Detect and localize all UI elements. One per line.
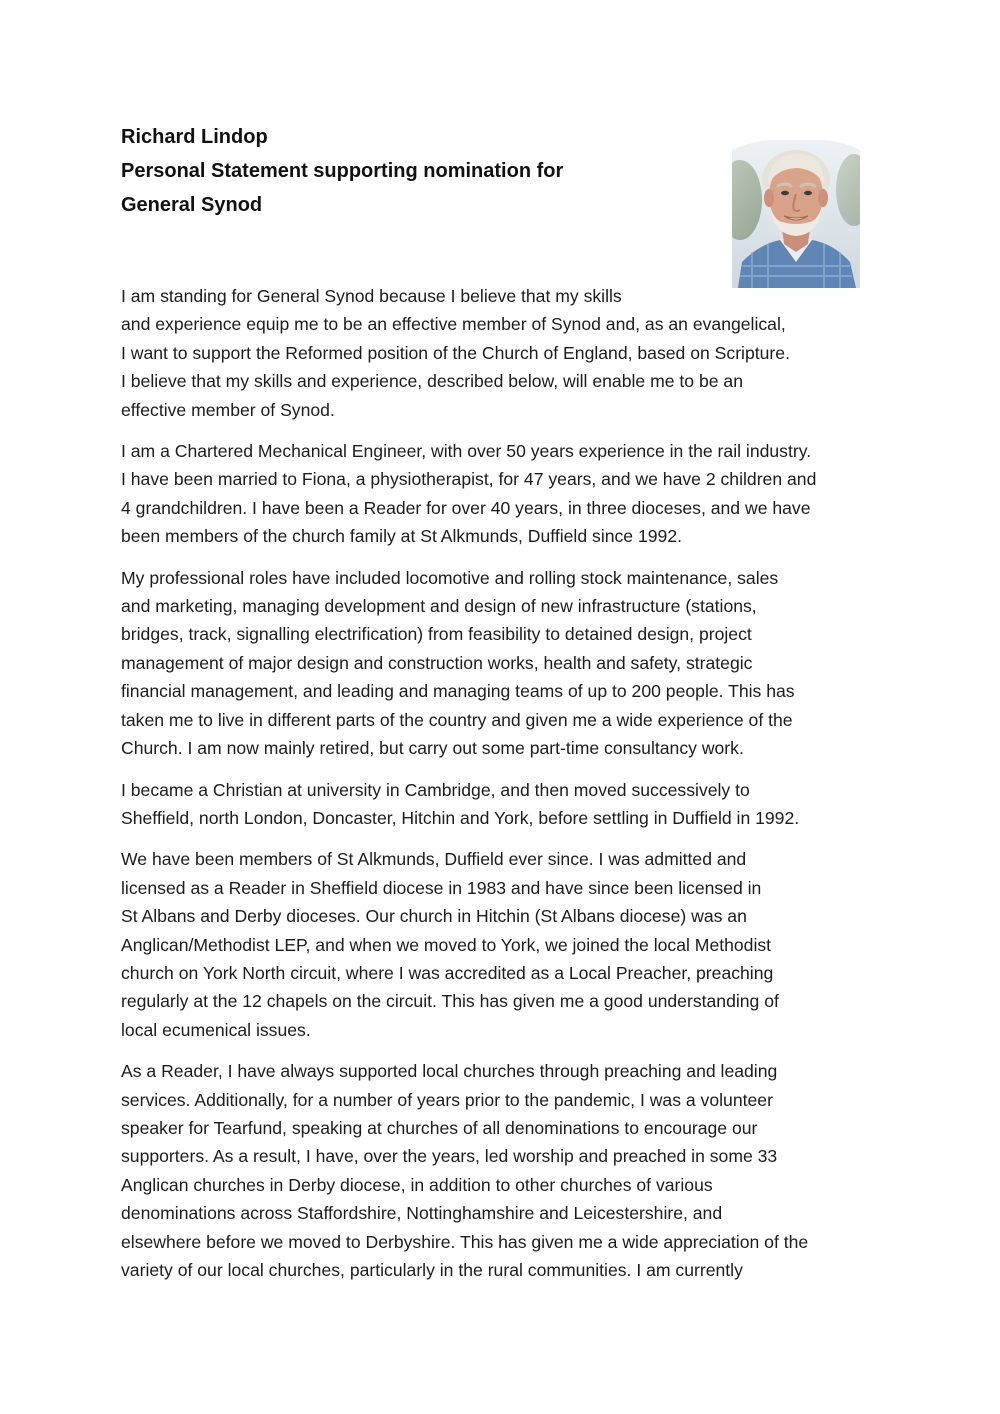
text-line: Anglican churches in Derby diocese, in addition to other churches of various <box>121 1174 713 1195</box>
text-line: St Albans and Derby dioceses. Our church in Hitchin (St Albans diocese) was an <box>121 906 747 927</box>
statement-paragraph <box>121 1057 891 1284</box>
text-line: My professional roles have included locomotive and rolling stock maintenance, sales <box>121 567 779 588</box>
text-line: 4 grandchildren. I have been a Reader for over 40 years, in three dioceses, and we have <box>121 497 811 518</box>
statement-paragraph <box>121 776 891 833</box>
text-line: As a Reader, I have always supported local churches through preaching and leading <box>121 1061 778 1082</box>
text-line: Church. I am now mainly retired, but carry out some part-time consultancy work. <box>121 738 744 759</box>
text-line: I became a Christian at university in Cambridge, and then moved successively to <box>121 779 750 800</box>
author-name: Richard Lindop <box>121 126 268 148</box>
statement-paragraph <box>121 437 891 551</box>
portrait-photo-icon <box>732 140 860 288</box>
text-line: speaker for Tearfund, speaking at churches of all denominations to encourage our <box>121 1117 758 1138</box>
statement-paragraph <box>121 845 891 1044</box>
text-line: services. Additionally, for a number of years prior to the pandemic, I was a volunteer <box>121 1089 773 1110</box>
text-line: church on York North circuit, where I was accredited as a Local Preacher, preaching <box>121 962 774 983</box>
document-title-continued: General Synod <box>121 194 263 216</box>
text-line: regularly at the 12 chapels on the circuit. This has given me a good understanding of <box>121 991 779 1012</box>
text-line: denominations across Staffordshire, Nottinghamshire and Leicestershire, and <box>121 1203 723 1224</box>
statement-body <box>121 282 891 1297</box>
text-line: bridges, track, signalling electrification) from feasibility to detained design, project <box>121 624 752 645</box>
text-line: variety of our local churches, particularly in the rural communities. I am currently <box>121 1260 743 1280</box>
text-line: effective member of Synod. <box>121 399 335 420</box>
document-title: Personal Statement supporting nomination for <box>121 160 564 182</box>
text-line: I believe that my skills and experience, described below, will enable me to be an <box>121 371 743 392</box>
text-line: taken me to live in different parts of the country and given me a wide experience of the <box>121 709 793 730</box>
text-line: I am a Chartered Mechanical Engineer, with over 50 years experience in the rail industry. <box>121 441 812 462</box>
text-line: Sheffield, north London, Doncaster, Hitchin and York, before settling in Duffield in 1992. <box>121 807 800 828</box>
portrait-photo <box>732 140 860 288</box>
statement-paragraph <box>121 564 891 763</box>
statement-paragraph <box>121 282 891 424</box>
text-line: local ecumenical issues. <box>121 1019 311 1040</box>
text-line: management of major design and construction works, health and safety, strategic <box>121 652 753 673</box>
text-line: Anglican/Methodist LEP, and when we moved to York, we joined the local Methodist <box>121 934 772 955</box>
text-line: and marketing, managing development and design of new infrastructure (stations, <box>121 596 757 617</box>
text-line: supporters. As a result, I have, over the years, led worship and preached in some 33 <box>121 1146 778 1167</box>
text-line: financial management, and leading and managing teams of up to 200 people. This has <box>121 681 795 702</box>
text-line: licensed as a Reader in Sheffield diocese in 1983 and have since been licensed in <box>121 877 762 898</box>
text-line: I have been married to Fiona, a physiotherapist, for 47 years, and we have 2 children and <box>121 469 817 490</box>
document-heading <box>121 120 701 222</box>
text-line: and experience equip me to be an effective member of Synod and, as an evangelical, <box>121 314 786 335</box>
text-line: elsewhere before we moved to Derbyshire. This has given me a wide appreciation of the <box>121 1231 809 1252</box>
text-line: We have been members of St Alkmunds, Duffield ever since. I was admitted and <box>121 849 747 870</box>
text-line: I want to support the Reformed position of the Church of England, based on Scripture. <box>121 342 790 363</box>
text-line: I am standing for General Synod because I believe that my skills <box>121 286 622 306</box>
text-line: been members of the church family at St Alkmunds, Duffield since 1992. <box>121 526 683 547</box>
